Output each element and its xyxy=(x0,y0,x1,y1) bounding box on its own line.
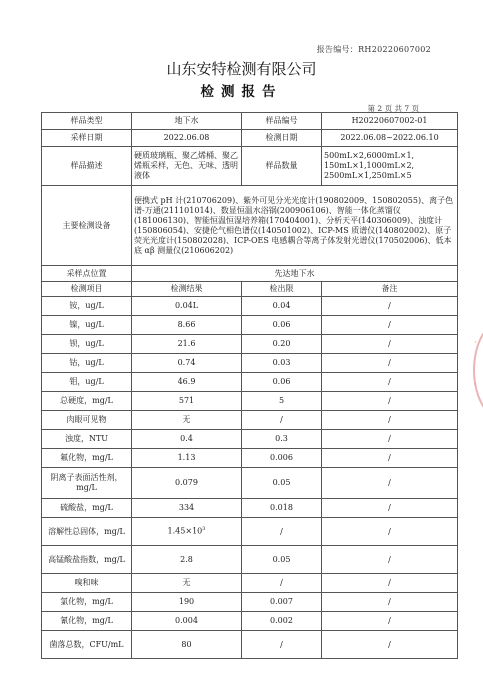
remark-cell: / xyxy=(322,411,458,430)
limit-cell: 0.3 xyxy=(242,430,322,449)
item-cell: 高锰酸盐指数，mg/L xyxy=(42,546,132,574)
sample-no-value: H20220607002-01 xyxy=(322,113,458,130)
col-header-remark: 备注 xyxy=(322,282,458,297)
qty-line: 150mL×1,1000mL×2, xyxy=(324,161,415,170)
report-title: 检测报告 xyxy=(200,84,283,100)
result-cell: 无 xyxy=(132,411,242,430)
remark-cell: / xyxy=(322,449,458,468)
remark-cell: / xyxy=(322,354,458,373)
table-row xyxy=(42,518,458,546)
table-row xyxy=(42,392,458,411)
sampling-date-value: 2022.06.08 xyxy=(132,130,242,147)
table-row xyxy=(42,297,458,316)
item-cell: 镍，ug/L xyxy=(42,316,132,335)
column-header-row xyxy=(42,282,458,297)
item-cell: 氟化物，mg/L xyxy=(42,449,132,468)
limit-cell: / xyxy=(242,411,322,430)
item-cell: 铵，ug/L xyxy=(42,297,132,316)
limit-cell: 0.06 xyxy=(242,316,322,335)
result-cell: 21.6 xyxy=(132,335,242,354)
col-header-limit: 检出限 xyxy=(242,282,322,297)
result-cell: 无 xyxy=(132,574,242,593)
limit-cell: 0.018 xyxy=(242,499,322,518)
item-cell: 溶解性总固体，mg/L xyxy=(42,518,132,546)
desc-label: 样品描述 xyxy=(42,147,132,186)
table-row xyxy=(42,411,458,430)
limit-cell: 0.06 xyxy=(242,373,322,392)
table-row xyxy=(42,316,458,335)
sampling-date-label: 采样日期 xyxy=(42,130,132,147)
remark-cell: / xyxy=(322,631,458,659)
equip-label: 主要检测设备 xyxy=(42,186,132,266)
qty-label: 样品数量 xyxy=(242,147,322,186)
sample-type-value: 地下水 xyxy=(132,113,242,130)
limit-cell: / xyxy=(242,631,322,659)
remark-cell: / xyxy=(322,430,458,449)
remark-cell: / xyxy=(322,335,458,354)
result-cell: 46.9 xyxy=(132,373,242,392)
result-exponent: 3 xyxy=(202,526,206,533)
desc-value: 硬质玻璃瓶、聚乙烯桶、聚乙烯瓶采样，无色、无味、透明液体 xyxy=(132,147,242,186)
result-cell: 0.04L xyxy=(132,297,242,316)
col-header-result: 检测结果 xyxy=(132,282,242,297)
limit-cell: 0.007 xyxy=(242,593,322,612)
remark-cell: / xyxy=(322,316,458,335)
result-cell: 0.004 xyxy=(132,612,242,631)
table-row xyxy=(42,546,458,574)
report-table xyxy=(41,112,458,659)
limit-cell: / xyxy=(242,574,322,593)
table-row xyxy=(42,499,458,518)
item-cell: 硫酸盐，mg/L xyxy=(42,499,132,518)
limit-cell: / xyxy=(242,518,322,546)
table-row xyxy=(42,612,458,631)
table-row xyxy=(42,449,458,468)
item-cell: 阴离子表面活性剂，mg/L xyxy=(42,468,132,499)
table-row xyxy=(42,430,458,449)
limit-cell: 0.04 xyxy=(242,297,322,316)
result-cell: 0.74 xyxy=(132,354,242,373)
remark-cell: / xyxy=(322,373,458,392)
result-cell: 8.66 xyxy=(132,316,242,335)
item-cell: 肉眼可见物 xyxy=(42,411,132,430)
item-cell: 菌落总数，CFU/mL xyxy=(42,631,132,659)
item-cell: 浊度，NTU xyxy=(42,430,132,449)
table-row xyxy=(42,574,458,593)
company-name: 山东安特检测有限公司 xyxy=(166,60,317,78)
limit-cell: 5 xyxy=(242,392,322,411)
result-cell xyxy=(132,518,242,546)
item-cell: 氯化物，mg/L xyxy=(42,593,132,612)
item-cell: 氰化物，mg/L xyxy=(42,612,132,631)
test-date-label: 检测日期 xyxy=(242,130,322,147)
remark-cell: / xyxy=(322,297,458,316)
remark-cell: / xyxy=(322,468,458,499)
report-number: 报告编号：RH20220607002 xyxy=(316,45,431,54)
table-row xyxy=(42,373,458,392)
qty-line: 2500mL×1,250mL×5 xyxy=(324,171,412,180)
table-row xyxy=(42,468,458,499)
remark-cell: / xyxy=(322,612,458,631)
limit-cell: 0.20 xyxy=(242,335,322,354)
col-header-item: 检测项目 xyxy=(42,282,132,297)
qty-value xyxy=(322,147,458,186)
sample-type-label: 样品类型 xyxy=(42,113,132,130)
limit-cell: 0.05 xyxy=(242,468,322,499)
limit-cell: 0.006 xyxy=(242,449,322,468)
info-row xyxy=(42,113,458,130)
table-row xyxy=(42,354,458,373)
item-cell: 钴，ug/L xyxy=(42,354,132,373)
result-base: 1.45×10 xyxy=(167,526,203,536)
site-value: 先达地下水 xyxy=(132,266,458,282)
sample-no-label: 样品编号 xyxy=(242,113,322,130)
result-cell: 0.079 xyxy=(132,468,242,499)
seal-stamp: · · xyxy=(471,318,483,418)
remark-cell: / xyxy=(322,593,458,612)
equip-value: 便携式 pH 计(210706209)、紫外可见分光光度计(190802009、150802055)、离子色谱-万通(211101014)、数显恒温水浴锅(200906106)、智能一体化蒸馏仪(181006130)、智能恒温恒湿培养箱(170404001)、分析天平(140306009)、浊度计(150806054)、安捷伦气相色谱仪(140501002)、ICP-MS 质谱仪(140802002)、原子荧光光度计(150802028)、ICP-OES 电感耦合等离子体发射光谱仪(170502006)、低本底 αβ 测量仪(210606202) xyxy=(132,186,458,266)
item-cell: 钡，ug/L xyxy=(42,335,132,354)
result-cell: 2.8 xyxy=(132,546,242,574)
result-cell: 190 xyxy=(132,593,242,612)
result-cell: 1.13 xyxy=(132,449,242,468)
site-label: 采样点位置 xyxy=(42,266,132,282)
info-row xyxy=(42,186,458,266)
item-cell: 总硬度，mg/L xyxy=(42,392,132,411)
table-row xyxy=(42,631,458,659)
remark-cell: / xyxy=(322,392,458,411)
info-row xyxy=(42,130,458,147)
table-row xyxy=(42,335,458,354)
info-row xyxy=(42,266,458,282)
remark-cell: / xyxy=(322,499,458,518)
table-row xyxy=(42,593,458,612)
result-cell: 0.4 xyxy=(132,430,242,449)
info-row xyxy=(42,147,458,186)
limit-cell: 0.05 xyxy=(242,546,322,574)
limit-cell: 0.002 xyxy=(242,612,322,631)
item-cell: 钼，ug/L xyxy=(42,373,132,392)
remark-cell: / xyxy=(322,574,458,593)
remark-cell: / xyxy=(322,518,458,546)
item-cell: 嗅和味 xyxy=(42,574,132,593)
remark-cell: / xyxy=(322,546,458,574)
qty-line: 500mL×2,6000mL×1, xyxy=(324,151,415,160)
result-cell: 80 xyxy=(132,631,242,659)
page-number: 第 2 页 共 7 页 xyxy=(367,104,419,113)
limit-cell: 0.03 xyxy=(242,354,322,373)
result-cell: 334 xyxy=(132,499,242,518)
result-cell: 571 xyxy=(132,392,242,411)
test-date-value: 2022.06.08~2022.06.10 xyxy=(322,130,458,147)
result-rows xyxy=(42,297,458,659)
